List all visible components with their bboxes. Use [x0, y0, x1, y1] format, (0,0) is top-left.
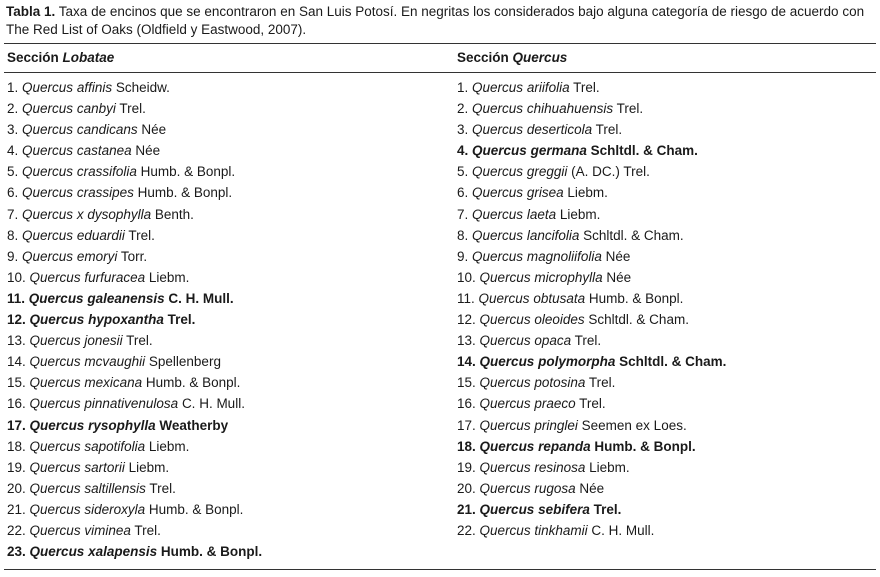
table-row: [457, 311, 726, 332]
species-epithet: resinosa: [534, 459, 586, 475]
genus-name: Quercus: [29, 522, 81, 538]
species-epithet: deserticola: [526, 122, 593, 138]
author-citation: Trel.: [573, 80, 600, 95]
table-row: [7, 480, 262, 501]
author-citation: Schltdl. & Cham.: [619, 354, 727, 370]
table-row: [7, 332, 262, 353]
author-citation: Weatherby: [159, 417, 229, 433]
author-citation: Trel.: [128, 227, 155, 243]
table-row: [7, 417, 262, 438]
row-number: 8.: [457, 227, 469, 243]
table-row: [7, 522, 262, 543]
genus-name: Quercus: [29, 417, 85, 433]
genus-name: Quercus: [479, 438, 535, 454]
table-caption: [6, 3, 876, 39]
species-epithet: hypoxantha: [88, 312, 164, 328]
column-header-prefix: Sección: [457, 50, 509, 65]
table-row: [457, 142, 726, 163]
row-number: 22.: [7, 522, 26, 538]
author-citation: Liebm.: [128, 459, 170, 475]
author-citation: C. H. Mull.: [591, 522, 655, 538]
genus-name: Quercus: [29, 312, 85, 328]
row-number: 19.: [7, 459, 26, 475]
table-row: [457, 206, 726, 227]
author-citation: Schltdl. & Cham.: [583, 227, 684, 243]
table-row: [457, 395, 726, 416]
genus-name: Quercus: [29, 544, 85, 560]
author-citation: Spellenberg: [148, 354, 221, 370]
row-number: 17.: [457, 417, 476, 433]
table-row: [7, 459, 262, 480]
author-citation: Humb. & Bonpl.: [148, 501, 244, 517]
genus-name: Quercus: [22, 185, 74, 201]
table-row: [7, 248, 262, 269]
genus-name: Quercus: [472, 185, 524, 201]
row-number: 22.: [457, 522, 476, 538]
species-epithet: emoryi: [76, 248, 118, 264]
species-epithet: xalapensis: [88, 544, 158, 560]
species-epithet: chihuahuensis: [526, 101, 614, 117]
row-number: 14.: [457, 354, 476, 370]
species-epithet: oleoides: [534, 312, 585, 328]
genus-name: Quercus: [22, 122, 74, 138]
table-row: [457, 417, 726, 438]
genus-name: Quercus: [29, 269, 81, 285]
row-number: 9.: [7, 248, 19, 264]
table-row: [7, 290, 262, 311]
table-row: [457, 100, 726, 121]
table-row: [457, 248, 726, 269]
species-list-lobatae: [7, 79, 262, 564]
genus-name: Quercus: [28, 290, 84, 306]
species-epithet: sebifera: [538, 501, 590, 517]
row-number: 7.: [457, 206, 469, 222]
author-citation: Liebm.: [589, 459, 630, 475]
genus-name: Quercus: [472, 80, 524, 95]
author-citation: C. H. Mull.: [181, 396, 245, 412]
row-number: 12.: [457, 312, 476, 328]
genus-name: Quercus: [22, 206, 74, 222]
row-number: 19.: [457, 459, 476, 475]
author-citation: Humb. & Bonpl.: [160, 544, 263, 560]
table-row: [7, 142, 262, 163]
table-row: [457, 184, 726, 205]
genus-name: Quercus: [479, 312, 531, 328]
author-citation: Humb. & Bonpl.: [140, 164, 236, 180]
table-row: [457, 522, 726, 543]
row-number: 7.: [7, 206, 19, 222]
genus-name: Quercus: [29, 438, 81, 454]
genus-name: Quercus: [479, 480, 531, 496]
row-number: 16.: [7, 396, 26, 412]
table-row: [7, 395, 262, 416]
row-number: 17.: [7, 417, 26, 433]
table-row: [457, 438, 726, 459]
species-epithet: jonesii: [84, 333, 123, 349]
table-row: [457, 374, 726, 395]
row-number: 11.: [7, 290, 26, 306]
row-number: 2.: [457, 101, 469, 117]
row-number: 4.: [457, 143, 469, 159]
row-number: 21.: [7, 501, 26, 517]
author-citation: Née: [135, 143, 161, 159]
genus-name: Quercus: [479, 354, 535, 370]
row-number: 13.: [7, 333, 26, 349]
species-epithet: polymorpha: [538, 354, 616, 370]
author-citation: Liebm.: [559, 206, 601, 222]
author-citation: Trel.: [167, 312, 196, 328]
author-citation: Née: [605, 248, 631, 264]
author-citation: Trel.: [616, 101, 644, 117]
table-row: [7, 100, 262, 121]
author-citation: Liebm.: [567, 185, 608, 201]
table-row: [7, 543, 262, 564]
author-citation: (A. DC.) Trel.: [571, 164, 650, 180]
genus-name: Quercus: [29, 333, 81, 349]
row-number: 4.: [7, 143, 19, 159]
species-epithet: pinnativenulosa: [84, 396, 179, 412]
species-epithet: rugosa: [534, 480, 576, 496]
author-citation: Seemen ex Loes.: [581, 417, 687, 433]
genus-name: Quercus: [22, 227, 74, 243]
table-row: [7, 206, 262, 227]
genus-name: Quercus: [29, 459, 81, 475]
genus-name: Quercus: [479, 333, 531, 349]
genus-name: Quercus: [478, 290, 530, 306]
genus-name: Quercus: [472, 227, 524, 243]
genus-name: Quercus: [29, 375, 81, 391]
table-row: [457, 290, 726, 311]
author-citation: Schltdl. & Cham.: [588, 312, 689, 328]
caption-label: Tabla 1.: [6, 4, 56, 19]
row-number: 5.: [457, 164, 469, 180]
author-citation: Humb. & Bonpl.: [588, 290, 684, 306]
species-epithet: lancifolia: [526, 227, 580, 243]
genus-name: Quercus: [472, 248, 524, 264]
species-epithet: laeta: [526, 206, 557, 222]
genus-name: Quercus: [29, 480, 81, 496]
author-citation: Liebm.: [148, 269, 190, 285]
column-header-prefix: Sección: [7, 50, 59, 65]
top-rule: [4, 43, 876, 44]
species-epithet: viminea: [84, 522, 131, 538]
genus-name: Quercus: [22, 143, 74, 159]
column-header-name: Lobatae: [62, 50, 115, 65]
author-citation: Trel.: [593, 501, 622, 517]
table-row: [457, 121, 726, 142]
author-citation: Torr.: [120, 248, 148, 264]
table-row: [7, 79, 262, 100]
genus-name: Quercus: [22, 248, 74, 264]
row-number: 12.: [7, 312, 26, 328]
table-row: [7, 227, 262, 248]
genus-name: Quercus: [22, 80, 74, 95]
species-epithet: pringlei: [534, 417, 578, 433]
species-epithet: sapotifolia: [84, 438, 146, 454]
row-number: 16.: [457, 396, 476, 412]
row-number: 10.: [7, 269, 26, 285]
header-rule: [4, 72, 876, 73]
row-number: 11.: [457, 290, 475, 306]
species-epithet: praeco: [534, 396, 576, 412]
species-epithet: crassifolia: [76, 164, 137, 180]
species-epithet: sideroxyla: [84, 501, 146, 517]
species-epithet: mcvaughii: [84, 354, 146, 370]
species-epithet: opaca: [534, 333, 572, 349]
author-citation: Humb. & Bonpl.: [594, 438, 696, 454]
table-row: [457, 501, 726, 522]
row-number: 15.: [7, 375, 26, 391]
species-epithet: microphylla: [534, 269, 603, 285]
genus-name: Quercus: [472, 101, 524, 117]
author-citation: Trel.: [595, 122, 623, 138]
author-citation: C. H. Mull.: [168, 290, 234, 306]
table-row: [457, 163, 726, 184]
row-number: 23.: [7, 544, 26, 560]
row-number: 18.: [457, 438, 476, 454]
author-citation: Trel.: [119, 101, 146, 117]
author-citation: Humb. & Bonpl.: [145, 375, 241, 391]
genus-name: Quercus: [29, 354, 81, 370]
species-epithet: affinis: [76, 80, 113, 95]
species-epithet: greggii: [526, 164, 568, 180]
author-citation: Trel.: [574, 333, 602, 349]
genus-name: Quercus: [479, 501, 535, 517]
row-number: 9.: [457, 248, 469, 264]
species-epithet: ariifolia: [526, 80, 570, 95]
species-epithet: saltillensis: [84, 480, 146, 496]
genus-name: Quercus: [29, 396, 81, 412]
genus-name: Quercus: [479, 396, 531, 412]
species-epithet: grisea: [526, 185, 564, 201]
species-epithet: candicans: [76, 122, 138, 138]
genus-name: Quercus: [22, 101, 74, 117]
species-list-quercus: [457, 79, 726, 543]
species-epithet: x dysophylla: [76, 206, 152, 222]
author-citation: Trel.: [149, 480, 176, 496]
author-citation: Humb. & Bonpl.: [137, 185, 233, 201]
row-number: 6.: [457, 185, 469, 201]
genus-name: Quercus: [22, 164, 74, 180]
species-epithet: mexicana: [84, 375, 143, 391]
table-row: [457, 353, 726, 374]
row-number: 3.: [7, 122, 19, 138]
species-epithet: canbyi: [76, 101, 116, 117]
row-number: 20.: [7, 480, 26, 496]
species-epithet: tinkhamii: [534, 522, 588, 538]
table-row: [7, 163, 262, 184]
bottom-rule: [4, 569, 876, 570]
author-citation: Trel.: [588, 375, 616, 391]
species-epithet: potosina: [534, 375, 586, 391]
genus-name: Quercus: [479, 269, 531, 285]
author-citation: Benth.: [154, 206, 194, 222]
species-epithet: magnoliifolia: [526, 248, 602, 264]
table-row: [457, 269, 726, 290]
genus-name: Quercus: [479, 522, 531, 538]
row-number: 14.: [7, 354, 26, 370]
genus-name: Quercus: [472, 164, 524, 180]
genus-name: Quercus: [479, 375, 531, 391]
genus-name: Quercus: [472, 206, 524, 222]
row-number: 18.: [7, 438, 26, 454]
caption-text: Taxa de encinos que se encontraron en San Luis Potosí. En negritas los considerados bajo alguna categoría de riesgo de acuerdo con The Red List of Oaks (Oldfield y Eastwood, 2007).: [6, 4, 865, 37]
species-epithet: sartorii: [84, 459, 125, 475]
table-row: [7, 311, 262, 332]
row-number: 1.: [457, 80, 469, 95]
author-citation: Scheidw.: [115, 80, 170, 95]
row-number: 21.: [457, 501, 476, 517]
row-number: 1.: [7, 80, 19, 95]
table-row: [7, 438, 262, 459]
genus-name: Quercus: [29, 501, 81, 517]
row-number: 20.: [457, 480, 476, 496]
author-citation: Née: [141, 122, 167, 138]
species-epithet: galeanensis: [87, 290, 165, 306]
genus-name: Quercus: [472, 143, 527, 159]
species-epithet: furfuracea: [84, 269, 146, 285]
table-row: [7, 184, 262, 205]
table-row: [457, 459, 726, 480]
species-epithet: germana: [530, 143, 587, 159]
column-header-name: Quercus: [512, 50, 568, 65]
species-epithet: repanda: [538, 438, 591, 454]
column-header-quercus: [457, 49, 567, 67]
row-number: 3.: [457, 122, 469, 138]
row-number: 6.: [7, 185, 19, 201]
author-citation: Née: [606, 269, 632, 285]
row-number: 15.: [457, 375, 476, 391]
species-epithet: eduardii: [76, 227, 125, 243]
genus-name: Quercus: [479, 459, 531, 475]
genus-name: Quercus: [479, 417, 531, 433]
species-epithet: rysophylla: [88, 417, 156, 433]
table-row: [7, 501, 262, 522]
table-row: [457, 332, 726, 353]
author-citation: Trel.: [579, 396, 606, 412]
species-epithet: crassipes: [76, 185, 134, 201]
author-citation: Schltdl. & Cham.: [590, 143, 698, 159]
genus-name: Quercus: [472, 122, 524, 138]
species-epithet: castanea: [76, 143, 132, 159]
author-citation: Trel.: [134, 522, 161, 538]
row-number: 2.: [7, 101, 19, 117]
table-row: [457, 480, 726, 501]
row-number: 10.: [457, 269, 476, 285]
column-header-lobatae: [7, 49, 114, 67]
author-citation: Trel.: [126, 333, 153, 349]
table-row: [7, 374, 262, 395]
table-row: [7, 353, 262, 374]
table-row: [7, 269, 262, 290]
row-number: 13.: [457, 333, 476, 349]
row-number: 5.: [7, 164, 19, 180]
table-row: [7, 121, 262, 142]
author-citation: Née: [579, 480, 605, 496]
author-citation: Liebm.: [148, 438, 190, 454]
table-row: [457, 227, 726, 248]
species-epithet: obtusata: [533, 290, 586, 306]
table-row: [457, 79, 726, 100]
row-number: 8.: [7, 227, 19, 243]
